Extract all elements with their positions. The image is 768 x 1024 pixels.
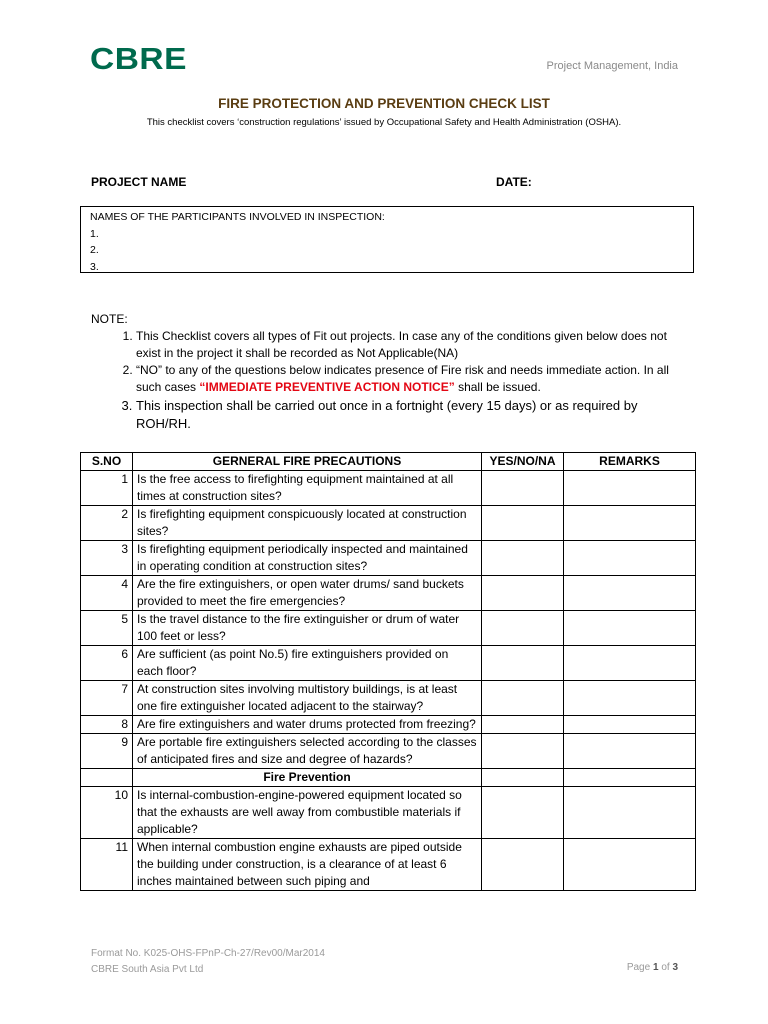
footer xyxy=(91,946,325,978)
row-number: 4 xyxy=(81,576,133,611)
note-item xyxy=(136,328,691,362)
question-text: Is the travel distance to the fire extinguisher or drum of water 100 feet or less? xyxy=(133,611,482,646)
participant-line: 1. xyxy=(90,227,99,240)
table-row xyxy=(81,611,696,646)
note-item xyxy=(136,362,691,396)
question-text: Are portable fire extinguishers selected according to the classes of anticipated fires and size and degree of hazards? xyxy=(133,734,482,769)
answer-header: YES/NO/NA xyxy=(482,453,564,471)
immediate-action-notice: “IMMEDIATE PREVENTIVE ACTION NOTICE” xyxy=(199,380,455,394)
page-of: of xyxy=(661,962,670,973)
note-section xyxy=(91,311,691,433)
section-sno-cell xyxy=(81,769,133,787)
date-label: DATE: xyxy=(496,175,532,189)
remarks-cell[interactable] xyxy=(564,839,696,891)
question-text: Is the free access to firefighting equipment maintained at all times at construction sites? xyxy=(133,471,482,506)
row-number: 2 xyxy=(81,506,133,541)
note-item-text: shall be issued. xyxy=(454,380,541,394)
answer-cell[interactable] xyxy=(482,541,564,576)
row-number: 5 xyxy=(81,611,133,646)
answer-cell[interactable] xyxy=(482,646,564,681)
remarks-cell[interactable] xyxy=(564,646,696,681)
table-row xyxy=(81,471,696,506)
section-title: Fire Prevention xyxy=(133,769,482,787)
participants-box xyxy=(80,206,694,273)
question-text: Are the fire extinguishers, or open water drums/ sand buckets provided to meet the fire emergencies? xyxy=(133,576,482,611)
precautions-header: GERNERAL FIRE PRECAUTIONS xyxy=(133,453,482,471)
table-row xyxy=(81,646,696,681)
table-row xyxy=(81,681,696,716)
org-subtitle: Project Management, India xyxy=(546,60,678,72)
section-remarks-cell xyxy=(564,769,696,787)
row-number: 1 xyxy=(81,471,133,506)
format-number: Format No. K025-OHS-FPnP-Ch-27/Rev00/Mar2014 xyxy=(91,948,325,959)
note-item-text: This inspection shall be carried out once in a fortnight (every 15 days) or as required by ROH/RH. xyxy=(136,398,638,431)
row-number: 10 xyxy=(81,787,133,839)
remarks-cell[interactable] xyxy=(564,576,696,611)
question-text: Are fire extinguishers and water drums protected from freezing? xyxy=(133,716,482,734)
table-row xyxy=(81,576,696,611)
table-row xyxy=(81,787,696,839)
table-row xyxy=(81,716,696,734)
note-heading: NOTE: xyxy=(91,312,128,326)
answer-cell[interactable] xyxy=(482,734,564,769)
question-text: At construction sites involving multistory buildings, is at least one fire extinguisher located adjacent to the stairway? xyxy=(133,681,482,716)
company-name: CBRE South Asia Pvt Ltd xyxy=(91,964,204,975)
answer-cell[interactable] xyxy=(482,576,564,611)
project-name-label: PROJECT NAME xyxy=(91,175,187,189)
page-number xyxy=(627,962,678,973)
remarks-cell[interactable] xyxy=(564,787,696,839)
answer-cell[interactable] xyxy=(482,471,564,506)
answer-cell[interactable] xyxy=(482,716,564,734)
row-number: 8 xyxy=(81,716,133,734)
remarks-cell[interactable] xyxy=(564,681,696,716)
remarks-cell[interactable] xyxy=(564,471,696,506)
row-number: 11 xyxy=(81,839,133,891)
answer-cell[interactable] xyxy=(482,681,564,716)
answer-cell[interactable] xyxy=(482,787,564,839)
page-label: Page xyxy=(626,962,651,973)
remarks-cell[interactable] xyxy=(564,716,696,734)
row-number: 9 xyxy=(81,734,133,769)
table-row xyxy=(81,839,696,891)
document-title: FIRE PROTECTION AND PREVENTION CHECK LIST xyxy=(218,96,550,111)
document-subtitle: This checklist covers ‘construction regulations’ issued by Occupational Safety and Health Administration (OSHA). xyxy=(146,117,622,128)
row-number: 3 xyxy=(81,541,133,576)
table-header-row xyxy=(81,453,696,471)
question-text: Is internal-combustion-engine-powered equipment located so that the exhausts are well away from combustible materials if applicable? xyxy=(133,787,482,839)
remarks-header: REMARKS xyxy=(564,453,696,471)
question-text: When internal combustion engine exhausts are piped outside the building under construction, is a clearance of at least 6 inches maintained between such piping and xyxy=(133,839,482,891)
remarks-cell[interactable] xyxy=(564,611,696,646)
table-row xyxy=(81,541,696,576)
row-number: 6 xyxy=(81,646,133,681)
section-answer-cell xyxy=(482,769,564,787)
table-row xyxy=(81,734,696,769)
answer-cell[interactable] xyxy=(482,611,564,646)
table-row xyxy=(81,506,696,541)
remarks-cell[interactable] xyxy=(564,541,696,576)
note-list xyxy=(91,328,691,433)
participants-heading: NAMES OF THE PARTICIPANTS INVOLVED IN INSPECTION: xyxy=(90,211,385,223)
sno-header: S.NO xyxy=(81,453,133,471)
question-text: Is firefighting equipment periodically inspected and maintained in operating condition at construction sites? xyxy=(133,541,482,576)
page-total: 3 xyxy=(672,962,678,973)
remarks-cell[interactable] xyxy=(564,506,696,541)
answer-cell[interactable] xyxy=(482,506,564,541)
remarks-cell[interactable] xyxy=(564,734,696,769)
participant-line: 3. xyxy=(90,260,99,273)
cbre-logo: CBRE xyxy=(90,41,188,76)
note-item xyxy=(136,397,691,433)
answer-cell[interactable] xyxy=(482,839,564,891)
note-item-text: “NO” to any of the questions below indicates presence of Fire risk and needs immediate action. In all such cases xyxy=(136,363,669,394)
question-text: Are sufficient (as point No.5) fire extinguishers provided on each floor? xyxy=(133,646,482,681)
section-row xyxy=(81,769,696,787)
participant-line: 2. xyxy=(90,244,99,256)
page-current: 1 xyxy=(652,962,659,973)
question-text: Is firefighting equipment conspicuously located at construction sites? xyxy=(133,506,482,541)
checklist-table xyxy=(80,452,696,891)
note-item-text: This Checklist covers all types of Fit out projects. In case any of the conditions given below does not exist in the project it shall be recorded as Not Applicable(NA) xyxy=(136,329,667,360)
row-number: 7 xyxy=(81,681,133,716)
